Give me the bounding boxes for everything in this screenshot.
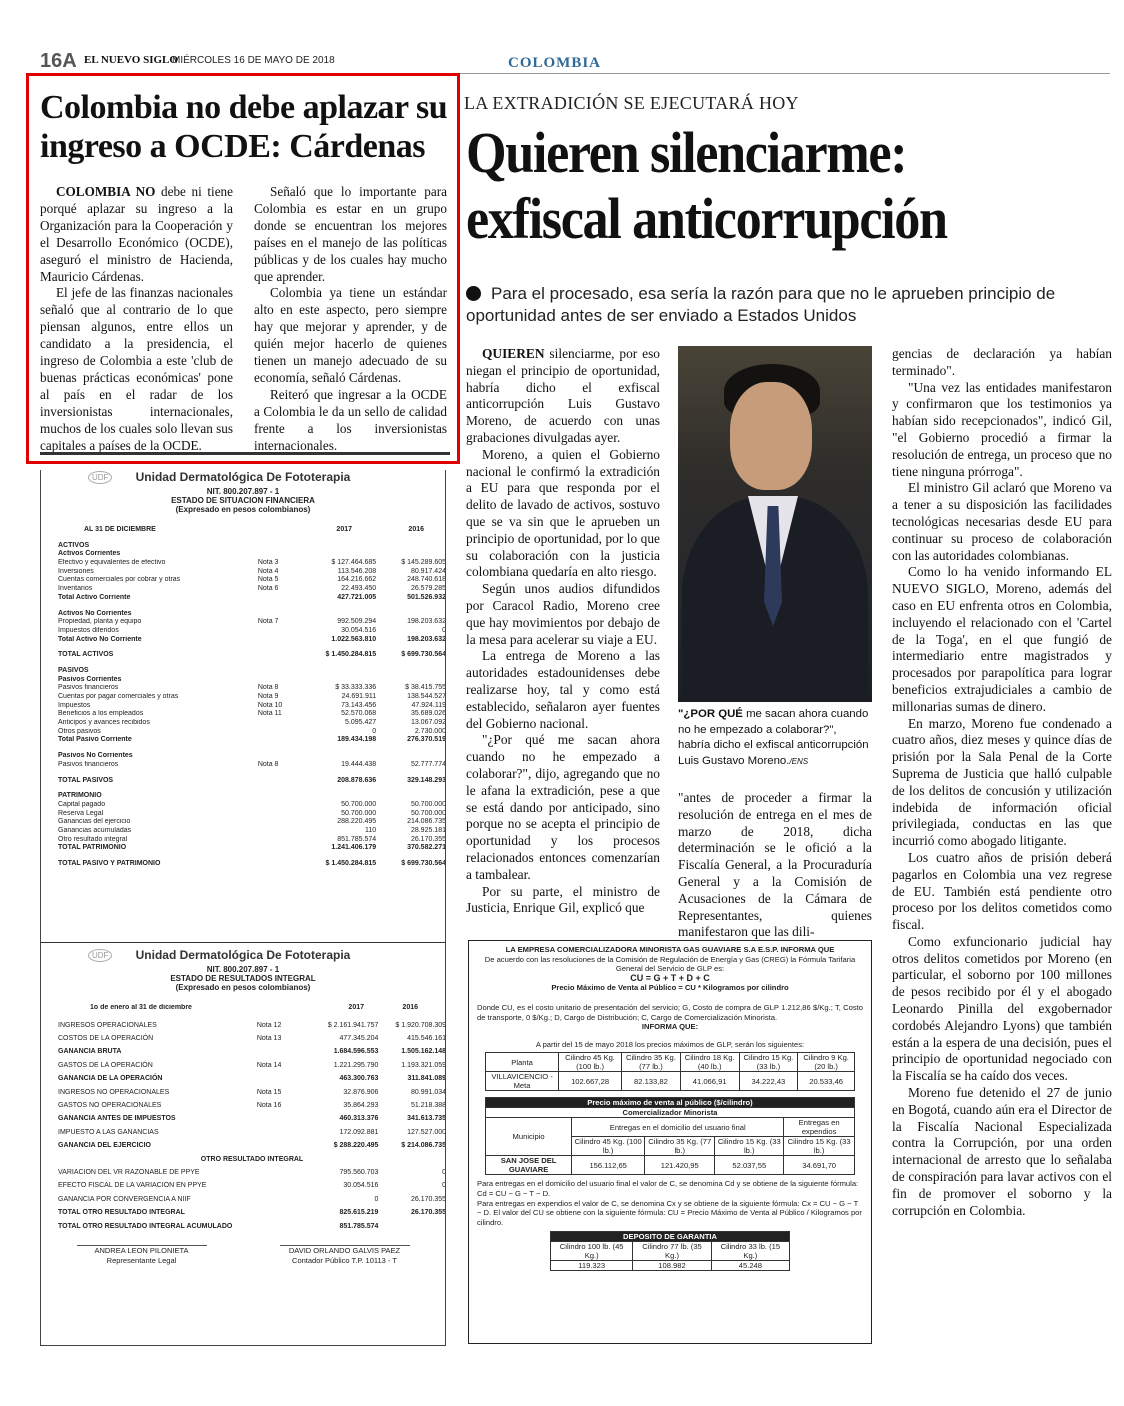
- fin-row-2016: 0: [442, 626, 446, 634]
- ocde-paragraph: Señaló que lo importante para Colombia es estar en un grupo donde se encuentran los mejores países en el manejo de las políticas públicas y de los cuales hay mucho que aprender.: [254, 184, 447, 284]
- gas-table-cell: SAN JOSE DEL GUAVIARE: [486, 1156, 572, 1175]
- fin-row-2016: 28.925.181: [410, 826, 446, 834]
- article-paragraph: Moreno, a quien el Gobierno nacional le confirmó la extradición a EU para que responda por el delito de lavado de activos, sostuvo que se va sin que le aprueben un principio de oportunidad, por lo que su colaboración con la justicia colombiana quedaría en alto riesgo.: [466, 446, 660, 580]
- subhead-text: Para el procesado, esa sería la razón para que no le aprueben principio de oportunidad antes de ser enviado a Estados Unidos: [466, 284, 1056, 325]
- ocde-headline: Colombia no debe aplazar su ingreso a OCDE: Cárdenas: [40, 89, 448, 165]
- fin-row-note: Nota 15: [256, 1088, 282, 1096]
- article-paragraph: Como exfuncionario judicial hay otros delitos cometidos por Moreno (en particular, el soborno por 100 millones de pesos recibido por él y el abogado Leonardo Pinilla del exgobernador cordobés Alejandro Lyons) que también están a la espera de una decisión, pues el principio de oportunidad negociado con la Fiscalía se ha caído dos veces.: [892, 933, 1112, 1084]
- fin-row-2016: 50.700.000: [410, 809, 446, 817]
- fin-row-2017: $ 127.464.685: [331, 559, 377, 567]
- fin-row-note: Nota 14: [256, 1061, 282, 1069]
- fin-row-2016: 26.170.355: [410, 1209, 447, 1217]
- fin-row-2017: 1.221.295.790: [333, 1061, 379, 1069]
- fin-nit: NIT. 800.207.897 - 1: [206, 965, 280, 974]
- fin-row-2016: 0: [442, 1182, 447, 1190]
- udf-logo: UDF: [88, 949, 112, 962]
- fin-row-label: Ganancias acumuladas: [58, 826, 132, 834]
- gas-t2-sub: Comercializador Minorista: [486, 1108, 855, 1118]
- fin-row-2016: 26.579.285: [410, 585, 446, 593]
- ocde-bottom-rule: [40, 452, 450, 455]
- fin-row-2016: 80.917.424: [410, 567, 446, 575]
- fin-row-2017: $ 288.220.495: [333, 1142, 379, 1150]
- fin-row-label: Total Activo Corriente: [58, 593, 131, 601]
- gas-table-cell: 41.066,91: [680, 1072, 739, 1091]
- gas-deposit-table: [550, 1231, 790, 1271]
- fin-row-2016: 248.740.618: [407, 576, 446, 584]
- fin-row-label: Capital pagado: [58, 800, 106, 808]
- fin-row-label: PATRIMONIO: [58, 792, 102, 800]
- fin-row-label: TOTAL OTRO RESULTADO INTEGRAL ACUMULADO: [58, 1222, 233, 1230]
- fin-row-2017: 427.721.005: [337, 593, 377, 601]
- fin-row-2016: 1.193.321.059: [401, 1061, 447, 1069]
- fin-row-note: Nota 5: [257, 576, 279, 584]
- article-paragraph: "Una vez las entidades manifestaron y confirmaron que los testimonios ya habían sido recepcionados", indicó Gil, "el Gobierno procedió a firmar la resolución de entrega, un proceso que no tiene ninguna prórroga".: [892, 379, 1112, 479]
- fin-row-label: Activos No Corrientes: [58, 609, 132, 617]
- fin-company: Unidad Dermatológica De Fototerapia: [135, 470, 351, 484]
- fin-row-2016: $ 38.415.755: [405, 684, 446, 692]
- gas-table-header: Cilindro 18 Kg. (40 lb.): [680, 1053, 739, 1072]
- fin-col-date: AL 31 DE DICIEMBRE: [84, 526, 156, 533]
- gas-table-cell: 119.323: [551, 1261, 633, 1271]
- fin-row-label: Efectivo y equivalentes de efectivo: [58, 559, 166, 567]
- gas-definition: Donde CU, es el costo unitario de presentación del servicio; G, Costo de compra de GLP 1.212,86 $/Kg.; T, Costo de transporte, 0 $/Kg.; D, Cargo de Distribución; C, Cargo de Comercialización Minorista.: [477, 1002, 863, 1022]
- fin-row-2016: 51.218.388: [410, 1102, 447, 1110]
- fin-row-2017: $ 33.333.336: [335, 684, 377, 692]
- fin-row-2017: 208.878.636: [337, 776, 377, 784]
- gas-t3-title: DEPOSITO DE GARANTIA: [551, 1232, 790, 1242]
- gas-table-cell: 34.691,70: [784, 1156, 855, 1175]
- fin-row-2017: 189.434.198: [337, 736, 377, 744]
- article-paragraph: La entrega de Moreno a las autoridades estadounidenses debe realizarse hoy, tal y como está establecido, señalaron ayer fuentes del Gobierno nacional.: [466, 648, 660, 731]
- signer-name: DAVID ORLANDO GALVIS PAEZ: [288, 1245, 401, 1255]
- fin-row-2016: 127.527.000: [407, 1128, 447, 1136]
- fin-row-label: Beneficios a los empleados: [58, 710, 144, 718]
- fin-row-2017: 19.444.438: [341, 760, 377, 768]
- gas-title: LA EMPRESA COMERCIALIZADORA MINORISTA GAS GUAVIARE S.A E.S.P. INFORMA QUE: [505, 945, 835, 954]
- fin-unit: (Expresado en pesos colombianos): [175, 505, 311, 514]
- gas-table-header: Cilindro 15 Kg. (33 lb.): [784, 1137, 855, 1156]
- moreno-photo: [678, 346, 872, 702]
- article-paragraph: Como lo ha venido informando EL NUEVO SIGLO, Moreno, además del caso en EU enfrenta otros en Colombia, incluyendo el relacionado con el 'Cartel de la Toga', en el que fungió de intermediario entre magistrados y procesados por parapolítica para lograr beneficios extrajudiciales a cambio de millonarias sumas de dinero.: [892, 564, 1112, 714]
- gas-table-header: Cilindro 35 Kg. (77 lb.): [645, 1137, 715, 1156]
- fin-row-note: Nota 13: [256, 1035, 282, 1043]
- gas-informa: INFORMA QUE:: [641, 1022, 699, 1032]
- fin-row-2016: 370.582.271: [407, 844, 446, 852]
- fin-row-2016: 276.370.519: [407, 736, 446, 744]
- fin-separator: [40, 942, 446, 943]
- paper-date: MIÉRCOLES 16 DE MAYO DE 2018: [172, 55, 335, 66]
- article-subhead: [466, 283, 1111, 327]
- fin-row-note: Nota 16: [256, 1102, 282, 1110]
- fin-row-note: Nota 7: [257, 618, 279, 626]
- fin-row-2017: 1.022.563.810: [331, 635, 377, 643]
- fin-row-2016: $ 1.920.708.309: [395, 1021, 447, 1029]
- fin-row-2017: 172.092.881: [339, 1128, 379, 1136]
- fin-row-2016: 50.700.000: [410, 800, 446, 808]
- fin-row-2017: 113.546.208: [337, 567, 377, 575]
- fin-row-2017: 110: [364, 826, 377, 834]
- fin-row-2017: 851.785.574: [339, 1222, 379, 1230]
- fin-row-label: Total Pasivo Corriente: [58, 736, 132, 744]
- caption-credit: /ENS: [789, 756, 809, 766]
- fin-row-label: Otros pasivos: [58, 727, 101, 735]
- fin-row-note: Nota 10: [257, 701, 283, 709]
- article-paragraph: "antes de proceder a firmar la resolución de entrega en el mes de marzo de 2018, dicha determinación se le ofició a la Fiscalía General, a la Procuraduría General y a la Comisión de Acusaciones de la Cámara de Representantes, quienes manifestaron que las dili-: [678, 790, 872, 940]
- article-column-3: [892, 346, 1112, 1219]
- fin-row-label: GASTOS DE LA OPERACIÓN: [58, 1061, 153, 1069]
- fin-company: Unidad Dermatológica De Fototerapia: [135, 948, 351, 962]
- fin-row-2017: 50.700.000: [341, 809, 377, 817]
- fin-row-2017: 1.241.406.179: [331, 844, 377, 852]
- fin-row-2016: 415.546.161: [407, 1035, 447, 1043]
- gas-table-header: Cilindro 100 lb. (45 Kg.): [551, 1242, 633, 1261]
- article-paragraph: Moreno fue detenido el 27 de junio en Bogotá, cuando aún era el Director de la Fiscalía Nacional Especializada contra la Corrupción, por una orden internacional de arresto que lo señalaba de conspiración para lavar activos con el fin de promover el soborno y la corrupción en Colombia.: [892, 1085, 1112, 1218]
- fin-row-2017: 992.509.294: [337, 618, 377, 626]
- fin-row-2016: 26.170.355: [410, 1195, 447, 1203]
- ocde-paragraph: Reiteró que ingresar a la OCDE a Colombia le da un sello de calidad frente a los inversionistas internacionales.: [254, 386, 447, 453]
- fin-row-note: Nota 9: [257, 693, 279, 700]
- fin-row-label: COSTOS DE LA OPERACIÓN: [58, 1035, 154, 1043]
- fin-row-note: Nota 6: [257, 585, 279, 593]
- fin-col-2017: 2017: [336, 526, 352, 533]
- photo-face: [730, 382, 812, 490]
- fin-row-note: Nota 4: [257, 567, 279, 575]
- fin-row-label: Pasivos Corrientes: [58, 675, 122, 683]
- article-kicker: LA EXTRADICIÓN SE EJECUTARÁ HOY: [464, 93, 799, 113]
- gas-formula-2: Precio Máximo de Venta al Público = CU * Kilogramos por cilindro: [551, 983, 789, 993]
- fin-row-label: Inventarios: [58, 585, 93, 593]
- fin-row-label: Activos Corrientes: [58, 550, 121, 558]
- signer-name: ANDREA LEON PILONIETA: [94, 1245, 189, 1255]
- fin-nit: NIT. 800.207.897 - 1: [206, 487, 280, 496]
- fin-row-2016: 0: [442, 1168, 447, 1176]
- article-paragraph: Por su parte, el ministro de Justicia, Enrique Gil, explicó que: [466, 883, 660, 916]
- fin-row-label: TOTAL PASIVOS: [58, 776, 114, 784]
- fin-row-label: TOTAL OTRO RESULTADO INTEGRAL: [58, 1209, 185, 1217]
- fin-row-label: VARIACION DEL VR RAZONABLE DE PPYE: [58, 1168, 200, 1176]
- fin-row-label: TOTAL PATRIMONIO: [58, 844, 127, 852]
- fin-row-label: IMPUESTO A LAS GANANCIAS: [58, 1128, 159, 1136]
- gas-intro: De acuerdo con las resoluciones de la Comisión de Regulación de Energía y Gas (CREG) la Fórmula Tarifaria General del Servicio de GLP es:: [484, 954, 856, 974]
- fin-row-label: Impuestos: [58, 701, 91, 709]
- ocde-paragraph: El jefe de las finanzas nacionales señaló que al contrario de lo que piensan algunos, entre ellos un candidato a la presidencia, el ingreso de Colombia a este 'club de buenas prácticas económicas' pone al país en el radar de los inversionistas internacionales, muchos de los cuales solo llevan sus capitales a países de la OCDE.: [40, 285, 233, 453]
- fin-row-2016: 311.841.089: [407, 1075, 447, 1083]
- gas-table-header: Cilindro 35 Kg. (77 lb.): [622, 1053, 681, 1072]
- gas-note-1: Para entregas en el domicilio del usuario final el valor de C, se denomina Cd y se obtiene de la siguiente fórmula: Cd = CU − G − T − D.: [477, 1179, 859, 1198]
- fin-row-label: GANANCIA DE LA OPERACIÓN: [58, 1075, 163, 1083]
- fin-row-2017: 30.054.516: [341, 626, 377, 634]
- ocde-lead: COLOMBIA NO: [56, 184, 156, 199]
- gas-formula-1: CU = G + T + D + C: [630, 972, 710, 983]
- article-column-2: [678, 790, 872, 941]
- fin-row-2017: 0: [374, 1195, 379, 1203]
- fin-statement-title: ESTADO DE RESULTADOS INTEGRAL: [170, 974, 316, 983]
- fin-row-2017: 24.691.911: [341, 693, 377, 700]
- fin-row-label: Anticipos y avances recibidos: [58, 719, 150, 727]
- fin-row-2017: 0: [372, 727, 377, 735]
- gas-plant-price-table: [485, 1052, 855, 1091]
- gas-table-header: Cilindro 15 Kg. (33 lb.): [715, 1137, 784, 1156]
- article-paragraph: El ministro Gil aclaró que Moreno va a tener a su disposición las facilidades tecnológicas necesarias desde EU para continuar su proceso de colaboración con las autoridades colombianas.: [892, 480, 1112, 563]
- article-headline: Quieren silenciarme: exfiscal anticorrupción: [466, 120, 947, 251]
- ocde-paragraph: Colombia ya tiene un estándar alto en este aspecto, pero siempre hay que mejorar y aprender, y de quién mejor hacerlo de quienes tienen un manejo adecuado de su economía, señaló Cárdenas.: [254, 285, 447, 385]
- fin-row-2016: $ 699.730.564: [401, 860, 446, 867]
- photo-caption: [678, 707, 872, 769]
- fin-row-label: Inversiones: [58, 567, 94, 575]
- fin-row-2017: 463.300.763: [339, 1075, 379, 1083]
- fin-row-2017: 164.216.662: [337, 576, 377, 584]
- fin-row-label: GANANCIA DEL EJERCICIO: [58, 1142, 151, 1150]
- fin-row-2017: 288.220.495: [337, 818, 377, 826]
- fin-row-2016: $ 214.086.735: [401, 1142, 447, 1150]
- fin-row-2017: 477.345.204: [339, 1035, 379, 1043]
- fin-row-2017: 35.864.293: [343, 1102, 379, 1110]
- gas-table-cell: 82.133,82: [622, 1072, 681, 1091]
- fin-row-label: Otro resultado integral: [58, 835, 128, 843]
- signer-role: Representante Legal: [106, 1255, 177, 1265]
- gas-table-header: Cilindro 15 Kg. (33 lb.): [739, 1053, 798, 1072]
- fin-col-2016: 2016: [402, 1004, 418, 1011]
- fin-row-2017: 50.700.000: [341, 800, 377, 808]
- gas-guaviare-notice: [468, 940, 872, 1344]
- gas-table-cell: VILLAVICENCIO - Meta: [486, 1072, 559, 1091]
- article-paragraph: "¿Por qué me sacan ahora cuando no he empezado a colaborar?", dijo, agregando que no le afana la extradición, pese a que se está dando por anticipado, sino porque no se acepta el principio de oportunidad y los procesos relacionados entonces comenzarían a tambalear.: [466, 732, 660, 882]
- fin-row-label: EFECTO FISCAL DE LA VARIACION EN PPYE: [58, 1182, 207, 1190]
- fin-row-2017: $ 1.450.284.815: [325, 860, 377, 867]
- fin-row-label: INGRESOS OPERACIONALES: [58, 1021, 157, 1029]
- fin-row-label: ACTIVOS: [58, 541, 90, 549]
- gas-t2-municipio: Municipio: [486, 1118, 572, 1156]
- fin-row-2016: 501.526.932: [407, 593, 446, 601]
- fin-row-2017: 22.493.450: [341, 585, 377, 593]
- fin-row-note: Nota 12: [256, 1021, 282, 1029]
- udf-logo: UDF: [88, 471, 112, 484]
- ocde-column-1: [40, 184, 233, 455]
- fin-row-2017: 1.684.596.553: [333, 1048, 379, 1056]
- fin-row-2016: 2.730.000: [414, 727, 446, 735]
- gas-table-cell: 52.037,55: [715, 1156, 784, 1175]
- fin-frame: [40, 470, 446, 1346]
- gas-table-header: Cilindro 9 Kg. (20 lb.): [798, 1053, 855, 1072]
- caption-text: me sacan ahora cuando no he empezado a colaborar?", habría dicho el exfiscal anticorrupción Luis Gustavo Moreno.: [678, 708, 869, 767]
- fin-row-label: Pasivos financieros: [58, 684, 119, 692]
- article-column-1: [466, 346, 660, 917]
- signer-role: Contador Público T.P. 10113 - T: [292, 1255, 397, 1265]
- bullet-icon: [466, 286, 481, 301]
- fin-row-2016: 138.544.527: [407, 693, 446, 700]
- gas-table-cell: 34.222,43: [739, 1072, 798, 1091]
- gas-table-cell: 156.112,65: [572, 1156, 645, 1175]
- fin-row-label: Pasivos No Corrientes: [58, 752, 133, 760]
- gas-since: A partir del 15 de mayo 2018 los precios máximos de GLP, serán los siguientes:: [535, 1039, 805, 1049]
- gas-table-header: Cilindro 45 Kg. (100 lb.): [572, 1137, 645, 1156]
- fin-row-2017: 825.615.219: [339, 1209, 379, 1217]
- fin-row-2016: 80.991.034: [410, 1088, 447, 1096]
- fin-row-2016: 52.777.774: [410, 760, 446, 768]
- fin-row-label: GANANCIA ANTES DE IMPUESTOS: [58, 1115, 176, 1123]
- fin-row-label: GASTOS NO OPERACIONALES: [58, 1102, 162, 1110]
- gas-t2-domicilio: Entregas en el domicilio del usuario final: [572, 1118, 784, 1137]
- gas-retail-price-table: [485, 1097, 855, 1175]
- fin-row-label: TOTAL PASIVO Y PATRIMONIO: [58, 860, 161, 867]
- fin-row-label: Impuestos diferidos: [58, 626, 119, 634]
- fin-col-2016: 2016: [408, 526, 424, 533]
- fin-row-2017: 32.876.906: [343, 1088, 379, 1096]
- fin-row-2017: $ 2.161.941.757: [327, 1021, 379, 1029]
- fin-row-label: TOTAL ACTIVOS: [58, 651, 114, 659]
- gas-table-cell: 45.248: [711, 1261, 789, 1271]
- gas-table-cell: 102.667,28: [559, 1072, 622, 1091]
- fin-row-2016: $ 699.730.564: [401, 651, 446, 659]
- article-paragraph: Según unos audios difundidos por Caracol Radio, Moreno cree que hay movimientos por debajo de la mesa para acelerar su viaje a EU.: [466, 581, 660, 647]
- fin-row-2017: 460.313.376: [339, 1115, 379, 1123]
- fin-row-2016: 47.924.119: [411, 701, 446, 709]
- fin-statement-title: ESTADO DE SITUACION FINANCIERA: [171, 496, 315, 505]
- gas-table-header: Cilindro 33 lb. (15 Kg.): [711, 1242, 789, 1261]
- fin-row-2016: 214.086.735: [407, 818, 446, 826]
- ocde-column-2: [254, 184, 447, 455]
- fin-row-label: GANANCIA POR CONVERGENCIA A NIIF: [58, 1195, 191, 1203]
- article-paragraph: silenciarme, por eso niegan el principio de oportunidad, habría dicho el exfiscal anticorrupción Luis Gustavo Moreno, de acuerdo con unas grabaciones divulgadas ayer.: [466, 346, 660, 445]
- gas-t2-title: Precio máximo de venta al público ($/cilindro): [486, 1098, 855, 1108]
- fin-row-label: Reserva Legal: [58, 809, 104, 817]
- gas-table-cell: 108.982: [633, 1261, 711, 1271]
- fin-row-2017: 5.095.427: [345, 719, 377, 727]
- fin-row-2016: $ 145.289.605: [401, 559, 446, 567]
- fin-row-2016: 198.203.632: [407, 635, 446, 643]
- paper-name: EL NUEVO SIGLO: [84, 54, 178, 66]
- fin-row-2016: 341.613.735: [407, 1115, 447, 1123]
- fin-row-2017: 73.143.456: [341, 701, 377, 709]
- fin-unit: (Expresado en pesos colombianos): [175, 983, 311, 992]
- article-lead: QUIEREN: [482, 346, 545, 361]
- article-paragraph: En marzo, Moreno fue condenado a cuatro años, diez meses y quince días de prisión por la Sala Penal de la Corte Suprema de Justicia que halló culpable de los delitos de concusión y utilización indebida de información oficial privilegiada, conductas en las que incurrió como abogado litigante.: [892, 715, 1112, 849]
- gas-note-2: Para entregas en expendios el valor de C, se denomina Cx y se obtiene de la siguiente fórmula: Cx = CU − G − T − D. El valor del CU se obtiene con la siguiente fórmula: CU = Precio Máximo de Venta al Público / Kilogramos por cilindro.: [477, 1198, 862, 1227]
- fin-row-label: Ganancias del ejercicio: [58, 818, 131, 826]
- gas-table-header: Planta: [486, 1053, 559, 1072]
- section-name: COLOMBIA: [508, 55, 602, 71]
- fin-row-2016: 329.148.293: [407, 776, 446, 784]
- ocde-paragraph: debe ni tiene porqué aplazar su ingreso a la Organización para la Cooperación y el Desarrollo Económico (OCDE), aseguró el ministro de Hacienda, Mauricio Cárdenas.: [40, 184, 234, 284]
- fin-row-2017: $ 1.450.284.815: [325, 651, 377, 659]
- fin-row-label: Total Activo No Corriente: [58, 635, 142, 643]
- fin-row-label: Propiedad, planta y equipo: [58, 618, 142, 626]
- caption-lead: "¿POR QUÉ: [678, 708, 743, 720]
- fin-row-2017: 52.570.068: [341, 710, 377, 718]
- article-paragraph: Los cuatro años de prisión deberá pagarlos en Colombia una vez regrese de EU. También está pendiente otro proceso por los delitos cometidos como fiscal.: [892, 849, 1112, 933]
- gas-table-cell: 121.420,95: [645, 1156, 715, 1175]
- fin-col-date: 1o de enero al 31 de diciembre: [90, 1004, 192, 1011]
- page-number: 16A: [40, 50, 77, 72]
- fin-row-note: Nota 11: [257, 710, 282, 718]
- fin-row-2016: 13.067.092: [410, 719, 446, 727]
- fin-row-2017: 851.785.574: [337, 835, 377, 843]
- article-paragraph: gencias de declaración ya habían terminado".: [892, 346, 1112, 378]
- fin-row-2017: 795.560.703: [339, 1168, 379, 1176]
- fin-row-label: INGRESOS NO OPERACIONALES: [58, 1088, 170, 1096]
- gas-table-cell: 20.533,46: [798, 1072, 855, 1091]
- fin-row-label: OTRO RESULTADO INTEGRAL: [200, 1155, 304, 1163]
- fin-row-2016: 198.203.632: [407, 618, 446, 626]
- fin-row-2016: 26.170.355: [410, 835, 446, 843]
- fin-col-2017: 2017: [348, 1004, 364, 1011]
- fin-row-note: Nota 8: [257, 760, 279, 768]
- gas-table-header: Cilindro 77 lb. (35 Kg.): [633, 1242, 711, 1261]
- fin-row-2016: 1.505.162.148: [401, 1048, 447, 1056]
- fin-row-2017: 30.054.516: [343, 1182, 379, 1190]
- fin-row-label: Cuentas comerciales por cobrar y otras: [58, 576, 181, 584]
- fin-row-note: Nota 8: [257, 684, 279, 692]
- fin-row-note: Nota 3: [257, 559, 279, 567]
- fin-row-2016: 35.689.026: [410, 710, 446, 718]
- gas-t2-expendios: Entregas en expendios: [784, 1118, 855, 1137]
- fin-row-label: Cuentas por pagar comerciales y otras: [58, 693, 179, 700]
- fin-row-label: GANANCIA BRUTA: [58, 1048, 122, 1056]
- fin-row-label: Pasivos financieros: [58, 760, 119, 768]
- fin-row-label: PASIVOS: [58, 666, 89, 674]
- gas-table-header: Cilindro 45 Kg. (100 lb.): [559, 1053, 622, 1072]
